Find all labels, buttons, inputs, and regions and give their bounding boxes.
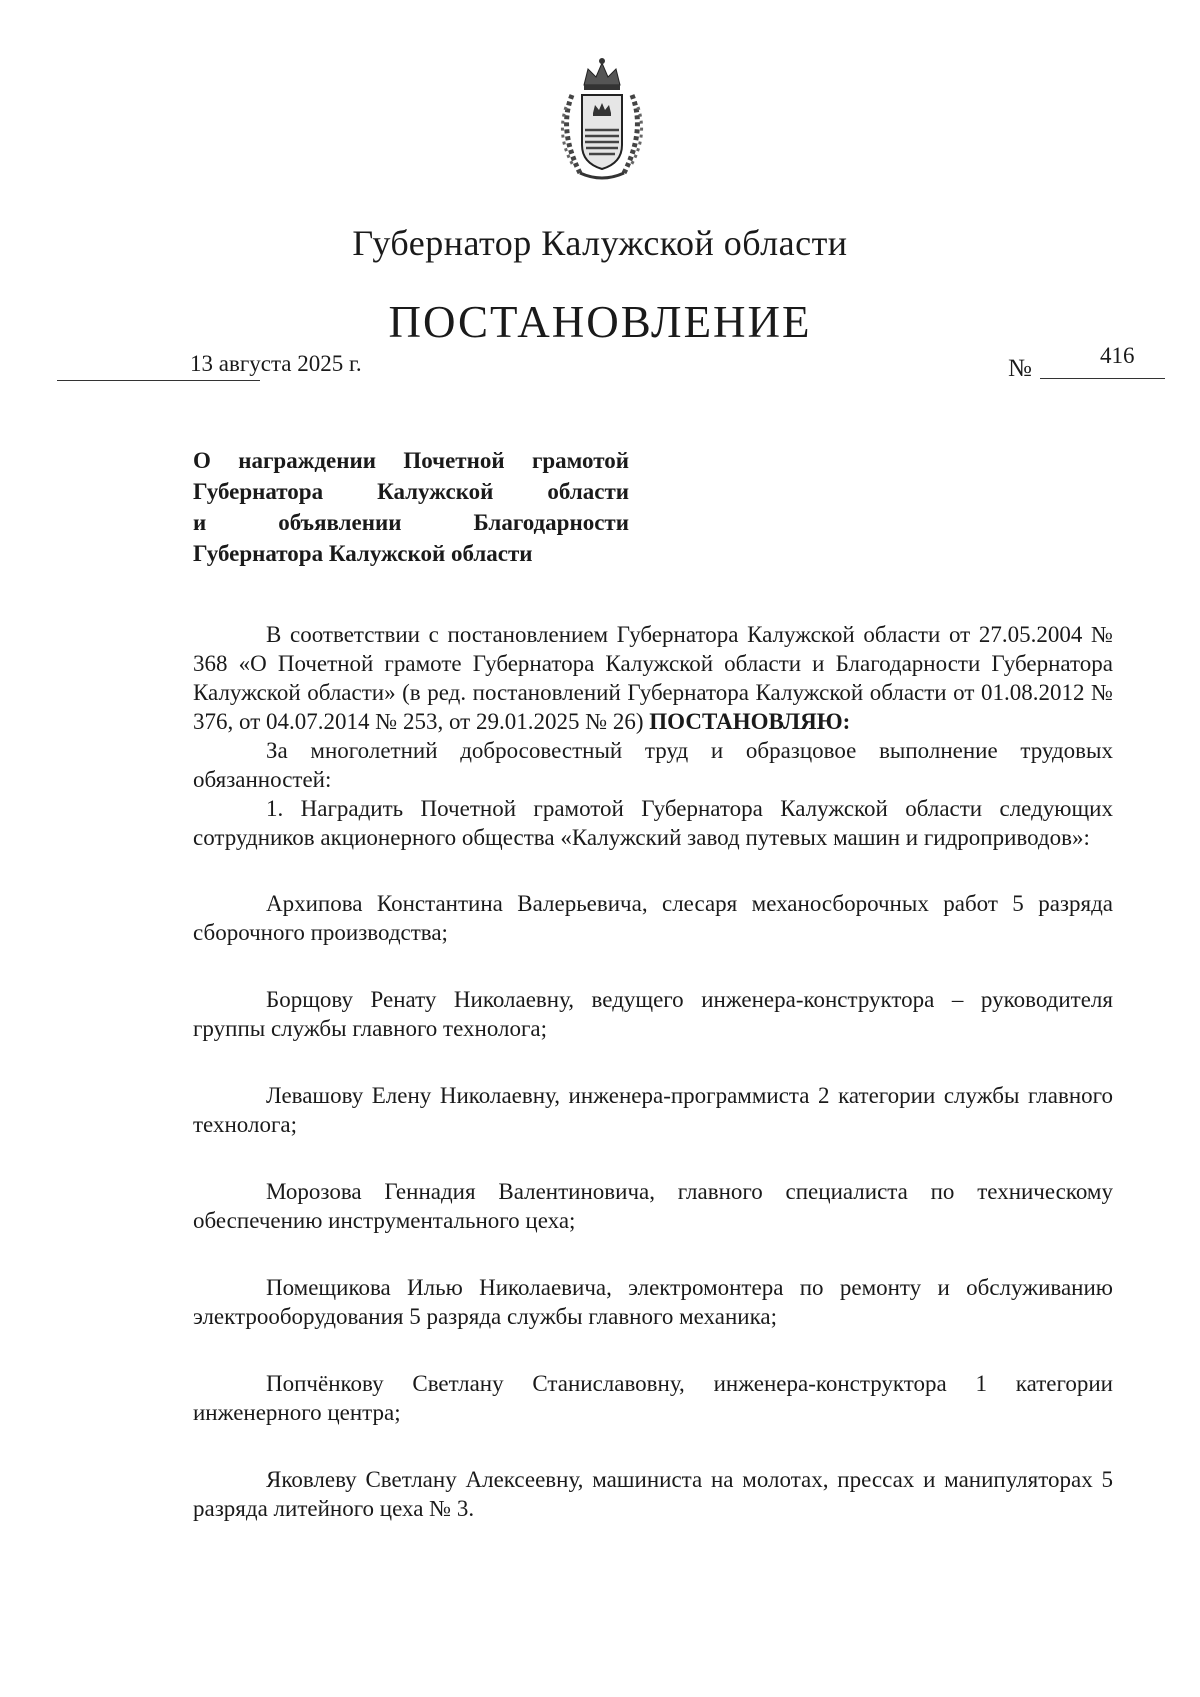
basis-text: В соответствии с постановлением Губернатора Калужской области от 27.05.2004 № 368 «О Почетной грамоте Губернатора Калужской области и Благодарности Губернатора Калужской области» (в ред. постановлений Губернатора Калужской области от 01.08.2012 № 376, от 04.07.2014 № 253, от 29.01.2025 № 26) [193,622,1113,734]
award-item-1: 1. Наградить Почетной грамотой Губернатора Калужской области следующих сотрудников акционерного общества «Калужский завод путевых машин и гидроприводов»: [193,796,1113,850]
document-number: 416 [1100,343,1135,368]
awardee-item: Левашову Елену Николаевну, инженера-программиста 2 категории службы главного технолога; [193,1083,1113,1137]
basis-paragraph [193,620,1113,736]
awardee-item: Архипова Константина Валерьевича, слесаря механосборочных работ 5 разряда сборочного производства; [193,891,1113,945]
subject-line: Губернатора Калужской области [193,541,533,566]
awardee-item: Попчёнкову Светлану Станиславовну, инженера-конструктора 1 категории инженерного центра; [193,1371,1113,1425]
subject-line: и объявлении Благодарности [193,510,629,535]
document-date: 13 августа 2025 г. [190,351,362,376]
decree-word: ПОСТАНОВЛЯЮ: [649,709,851,734]
document-number-label: № [1008,355,1032,382]
awardee-item: Морозова Геннадия Валентиновича, главного специалиста по техническому обеспечению инструментального цеха; [193,1179,1113,1233]
document-type-title: ПОСТАНОВЛЕНИЕ [388,297,812,347]
awardee-item: Помещикова Илью Николаевича, электромонтера по ремонту и обслуживанию электрооборудования 5 разряда службы главного механика; [193,1275,1113,1329]
kaluga-coat-of-arms-icon [552,55,652,185]
document-body [193,620,1113,1523]
date-underline [57,380,260,381]
issuer-title: Губернатор Калужской области [352,223,848,263]
subject-line: Губернатора Калужской области [193,479,629,504]
document-subject [193,445,629,569]
subject-line: О награждении Почетной грамотой [193,448,629,473]
reason-paragraph: За многолетний добросовестный труд и образцовое выполнение трудовых обязанностей: [193,738,1113,792]
awardee-item: Яковлеву Светлану Алексеевну, машиниста на молотах, прессах и манипуляторах 5 разряда литейного цеха № 3. [193,1467,1113,1521]
awardees-list [193,889,1113,1523]
awardee-item: Борщову Ренату Николаевну, ведущего инженера-конструктора – руководителя группы службы главного технолога; [193,987,1113,1041]
number-underline [1040,378,1165,379]
